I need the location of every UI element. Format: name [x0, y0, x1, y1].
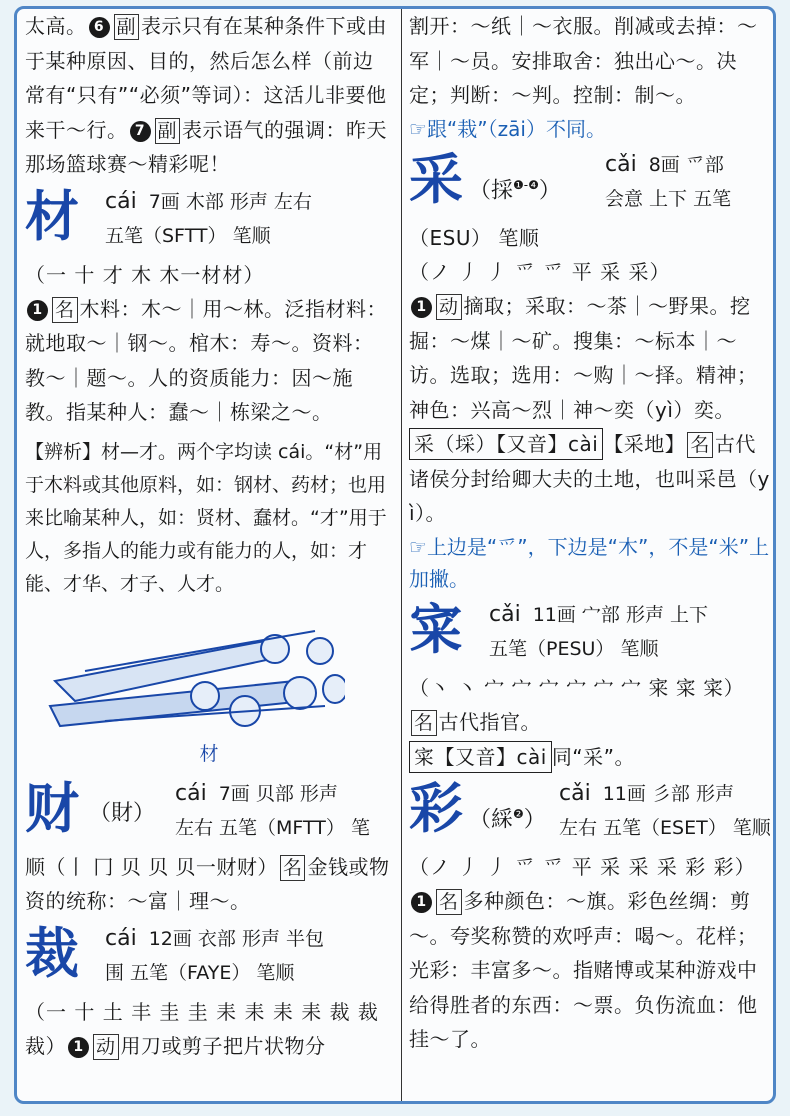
continued-entry-text: 太高。 6 副 表示只有在某种条件下或由于某种原因、目的，然后怎么样（前边常有“只有”“必须”等词）：这活儿非要他来干～行。 7 副 表示语气的强调：昨天那场篮球赛～精彩呢！	[25, 14, 388, 176]
entry-cai-color-head: 彩 （綵$^❷$） cǎi 11画 彡部 形声 左右 五笔（ESET） 笔顺	[409, 776, 771, 840]
pos-label: 名	[687, 432, 713, 458]
pos-label: 名	[52, 297, 78, 323]
headword: 财	[25, 775, 79, 840]
traditional-variant: （綵$^❷$）	[469, 807, 546, 833]
headword: 材	[25, 183, 79, 248]
entry-cai-official-definition: （丶 丶 宀 宀 宀 宀 宀 宀 宷 寀 寀）名 古代指官。	[409, 675, 745, 734]
stroke-order: （ノ 丿 丿 爫 爫 平 采 采）	[409, 260, 671, 284]
alternate-reading-head: 采（埰）【又音】cài	[409, 428, 603, 460]
entry-cai-official-head: 寀 cǎi 11画 宀部 形声 上下 五笔（PESU） 笔顺	[409, 596, 708, 661]
wood-logs-illustration	[45, 611, 345, 731]
entry-cai-pick-head: 采 （採$^{❶-❹}$） cǎi 8画 爫部 会意 上下 五笔	[409, 146, 732, 211]
right-column	[409, 9, 771, 1101]
pinyin: cǎi	[559, 781, 591, 806]
pinyin: cǎi	[489, 601, 521, 627]
illustration-caption: 材	[199, 742, 219, 765]
stroke-order: （一 十 才 木 木一材材）	[25, 262, 265, 287]
pos-label: 副	[114, 14, 140, 40]
entry-cai-pick-definition: 1 动 摘取；采取：～茶｜～野果。挖掘：～煤｜～矿。搜集：～标本｜～访。选取；选用：～购｜～择。精神；神色：兴高～烈｜神～奕（yì）奕。	[409, 294, 758, 422]
headword: 采	[409, 146, 463, 211]
continued-entry-text: 割开：～纸｜～衣服。削减或去掉：～军｜～员。安排取舍：独出心～。决定；判断：～判。控制：制～。	[409, 14, 758, 107]
pinyin: cái	[105, 188, 137, 214]
alternate-reading-head: 寀【又音】cài	[409, 741, 552, 773]
usage-note: ☞上边是“爫”，下边是“木”，不是“米”上加撇。	[409, 534, 770, 591]
entry-cai-money-definition: 顺（丨 冂 贝 贝 贝一财财） 名 金钱或物资的统称：～富｜理～。	[25, 854, 390, 913]
pinyin: cái	[175, 780, 207, 806]
pos-label: 动	[436, 294, 462, 320]
entry-cai-cut-head: 裁 cái 12画 衣部 形声 半包 围 五笔（FAYE） 笔顺	[25, 920, 324, 985]
usage-analysis: 【辨析】材—才。两个字均读 cái。“材”用于木料或其他原料，如：钢材、药材；也用来比喻某种人，如：贤材、蠢材。“才”用于人，多指人的能力或有能力的人，如：才能、才华、才子、人才。	[25, 440, 387, 595]
dictionary-page	[14, 6, 776, 1104]
alternate-reading: 寀【又音】cài 同“采”。	[409, 740, 771, 775]
sense-number-6: 6	[89, 17, 110, 38]
headword: 裁	[25, 920, 79, 985]
traditional-variant: （採$^{❶-❹}$）	[469, 177, 561, 203]
usage-note: ☞跟“栽”（zāi）不同。	[409, 116, 606, 141]
pos-label: 名	[436, 889, 462, 915]
column-divider	[401, 9, 402, 1101]
pos-label: 副	[155, 118, 181, 144]
alternate-reading: 采（埰）【又音】cài 【采地】 名 古代诸侯分封给卿大夫的土地，也叫采邑（yì）。	[409, 427, 771, 531]
entry-info-line: （ESU） 笔顺	[409, 225, 540, 250]
entry-cai-wood-definition: 1 名 木料：木～｜用～林。泛指材料：就地取～｜钢～。棺木：寿～。资料：教～｜题～。人的资质能力：因～施教。指某种人：蠢～｜栋梁之～。	[25, 296, 388, 424]
pinyin: cǎi	[605, 151, 637, 177]
pinyin: cái	[105, 925, 137, 951]
headword: 寀	[409, 596, 463, 661]
pos-label: 名	[411, 710, 437, 736]
traditional-variant: （財）	[89, 800, 156, 826]
pos-label: 动	[93, 1034, 119, 1060]
stroke-order: （ノ 丿 丿 爫 爫 平 采 采 采 彩 彩）	[409, 855, 756, 879]
entry-cai-color-definition: 1 名 多种颜色：～旗。彩色丝绸：剪～。夸奖称赞的欢呼声：喝～。花样；光彩：丰富多～。指赌博或某种游戏中给得胜者的东西：～票。负伤流血：他挂～了。	[409, 889, 758, 1051]
entry-cai-wood-head: 材 cái 7画 木部 形声 左右 五笔（SFTT） 笔顺	[25, 183, 312, 248]
stroke-order: （一 十 土 丰 圭 圭 耒 耒 耒 耒 裁 裁	[25, 999, 379, 1024]
headword: 彩	[409, 776, 463, 840]
entry-cai-money-head: 财 （財） cái 7画 贝部 形声 左右 五笔（MFTT） 笔	[25, 775, 370, 840]
entry-cai-cut-definition: 裁） 1 动 用刀或剪子把片状物分	[25, 1033, 326, 1058]
left-column	[25, 9, 393, 1101]
pos-label: 名	[280, 855, 306, 881]
sense-number-7: 7	[130, 121, 151, 142]
